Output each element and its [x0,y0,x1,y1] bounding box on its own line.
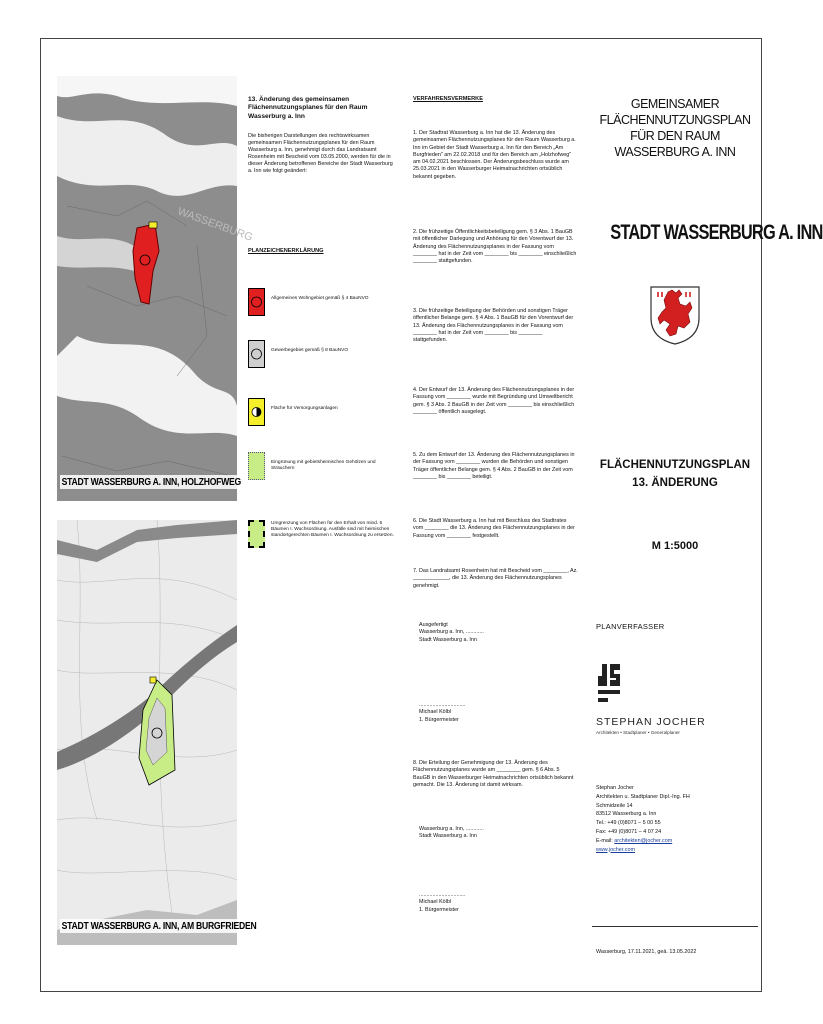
sig-line: 1. Bürgermeister [419,906,459,913]
procedure-step: 6. Die Stadt Wasserburg a. Inn hat mit Beschluss des Stadtrates vom ________ die 13. Änderung des Flächennutzungsplanes in der Fassung vom ________ festgestellt. [413,518,575,539]
legend-symbol-supply [248,398,265,426]
signature-name-1 [419,702,465,724]
legend-item-versorgung [248,398,398,426]
legend-item-gewerbegebiet [248,340,398,368]
legend-text: Allgemeines Wohngebiet gemäß § 4 BauNVO [271,296,369,301]
map-holzhofweg [57,76,255,501]
legend-item-baumerhalt [248,520,398,548]
map-title-holzhofweg: STADT WASSERBURG A. INN, HOLZHOFWEG [61,476,242,488]
jocher-logo-icon [596,662,622,706]
legend-symbol-wa [248,288,265,316]
legend-text: Fläche für Versorgungsanlagen [271,406,338,411]
sig-line: ............................... [419,702,466,708]
map-am-burgfrieden [57,520,257,945]
legend-symbol-ge [248,340,265,368]
legend-text: Gewerbegebiet gemäß § 8 BauNVO [271,348,349,353]
plan-date: Wasserburg, 17.11.2021, geä. 13.05.2022 [596,949,697,955]
address-line: Architekten u. Stadtplaner Dipl.-Ing. FH [596,793,690,800]
procedure-step: 7. Das Landratsamt Rosenheim hat mit Bescheid vom ________, Az. ____________, die 13. Änderung des Flächennutzungsplanes genehmigt. [413,568,578,589]
email-label: E-mail: [596,837,613,844]
city-name: STADT WASSERBURG A. INN [610,221,823,244]
title-block [592,96,823,955]
sig-line: Wasserburg a. Inn, ............ [419,629,484,636]
address-line: Fax: +49 (0)8071 – 4 07 24 [596,828,662,835]
procedure-step: 1. Der Stadtrat Wasserburg a. Inn hat die 13. Änderung des gemeinsamen Flächennutzungsplanes für den Raum Wasserburg a. Inn im Gebiet der Stadt Wasserburg a. Inn für den Bereich „Am Burgfrieden" am 22.02.2018 und für den Bereich am „Holzhofweg" am 04.02.2021 beschlossen. Der Änderungsbeschluss wurde am 25.03.2021 in den Wasserburger Heimatnachrichten ortsüblich bekannt gegeben. [413,130,576,180]
signature-name-2 [419,892,465,914]
divider [592,926,758,927]
sig-line: 1. Bürgermeister [419,716,459,723]
sig-line: Michael Kölbl [419,709,452,716]
legend-item-wohngebiet [248,288,398,316]
procedure-step: 4. Der Entwurf der 13. Änderung des Flächennutzungsplanes in der Fassung vom ________ wurde mit Begründung und Umweltbericht gem. § 3 Abs. 2 BauGB in der Zeit vom ________ bis einschließlich ________ öffentlich ausgelegt. [413,387,575,415]
company-tagline: Architekten • Stadtplaner • Generalplaner [596,730,680,735]
address-line: Stephan Jocher [596,785,634,791]
legend-heading: PLANZEICHENERKLÄRUNG [248,248,324,254]
plan-name-block [592,456,758,492]
map-place-label: WASSERBURG [175,205,255,244]
sig-line: ............................... [419,892,466,898]
email-link[interactable]: architekten@jocher.com [614,837,673,844]
procedure-step: 3. Die frühzeitige Beteiligung der Behörden und sonstigen Träger öffentlicher Belange gem. § 4 Abs. 1 BauGB für den Vorentwurf der 13. Änderung des Flächennutzungsplanes in der Fassung vom ________ hat in der Zeit vom ________ bis ________ stattgefunden. [413,308,574,344]
address-block [596,784,690,854]
procedure-step: 2. Die frühzeitige Öffentlichkeitsbeteiligung gem. § 3 Abs. 1 BauGB mit öffentlicher Darlegung und Anhörung für den Vorentwurf der 13. Änderung des Flächennutzungsplanes in der Fassung vom ________ hat in der Zeit vom ________ bis ________ einschließlich ________ stattgefunden. [413,229,577,265]
procedure-step: 8. Die Erteilung der Genehmigung der 13. Änderung des Flächennutzungsplanes wurde am ________ gem. § 6 Abs. 5 BauGB in den Wasserburger Heimatnachrichten ortsüblich bekannt gemacht. Die 13. Änderung ist damit wirksam. [413,760,574,788]
map-holzhofweg-graphic [57,76,255,501]
sig-line: Stadt Wasserburg a. Inn [419,833,477,840]
intro-legend-column [248,96,398,538]
signature-block-1 [419,622,484,644]
planverfasser-label: PLANVERFASSER [596,622,665,631]
website-link[interactable]: www.jocher.com [596,846,635,853]
legend-text: Umgrenzung von Flächen für den Erhalt von mind. 5 Bäumen I. Wuchsordnung. Ausfälle sind mit heimischen standortgerechten Bäumen I. Wuchsordnung zu ersetzen. [271,521,394,538]
plan-amendment: 13. ÄNDERUNG [632,477,718,489]
coat-of-arms-icon [648,284,702,346]
map-am-burgfrieden-graphic [57,520,237,945]
amendment-intro-text: Die bisherigen Darstellungen des rechtswirksamen gemeinsamen Flächennutzungsplanes für den Raum Wasserburg a. Inn, genehmigt durch das Landratsamt Rosenheim mit Bescheid vom 03.05.2000, werden für die in dieser Änderung betroffenen Bereiche der Stadt Wasserburg a. Inn wie folgt geändert: [248,133,393,175]
plan-title-line1: GEMEINSAMER FLÄCHENNUTZUNGSPLAN [599,97,751,127]
procedure-column [413,96,578,913]
plan-title-line2: FÜR DEN RAUM WASSERBURG A. INN [614,129,736,159]
signature-block-2 [419,826,484,841]
sig-line: Ausgefertigt [419,622,448,628]
sig-line: Michael Kölbl [419,899,452,906]
plan-name: FLÄCHENNUTZUNGSPLAN [599,459,751,471]
email-row [596,837,690,846]
procedure-heading: VERFAHRENSVERMERKE [413,96,483,102]
procedure-step: 5. Zu dem Entwurf der 13. Änderung des Flächennutzungsplanes in der Fassung vom ________ wurden die Behörden und sonstigen Träger öffentlicher Belange gem. § 4 Abs. 2 BauGB in der Zeit vom ________ bis ________ beteiligt. [413,452,575,480]
address-line: 83512 Wasserburg a. Inn [596,811,657,818]
address-line: Schmidzeile 14 [596,802,633,809]
legend-symbol-greening [248,452,265,480]
amendment-heading: 13. Änderung des gemeinsamen Flächennutzungsplanes für den Raum Wasserburg a. Inn [248,96,368,120]
map-title-am-burgfrieden: STADT WASSERBURG A. INN, AM BURGFRIEDEN [61,920,257,932]
plan-scale: M 1:5000 [651,540,699,552]
company-name: STEPHAN JOCHER [596,716,706,728]
legend-text: Eingrünung mit gebietsheimischen Gehölzen und Sträuchern [271,460,376,471]
legend-symbol-tree-area [248,520,265,548]
address-line: Tel.: +49 (0)8071 – 5 00 55 [596,820,661,827]
sig-line: Wasserburg a. Inn, ............ [419,826,484,832]
sig-line: Stadt Wasserburg a. Inn [419,636,477,643]
legend-item-eingruenung [248,452,398,480]
